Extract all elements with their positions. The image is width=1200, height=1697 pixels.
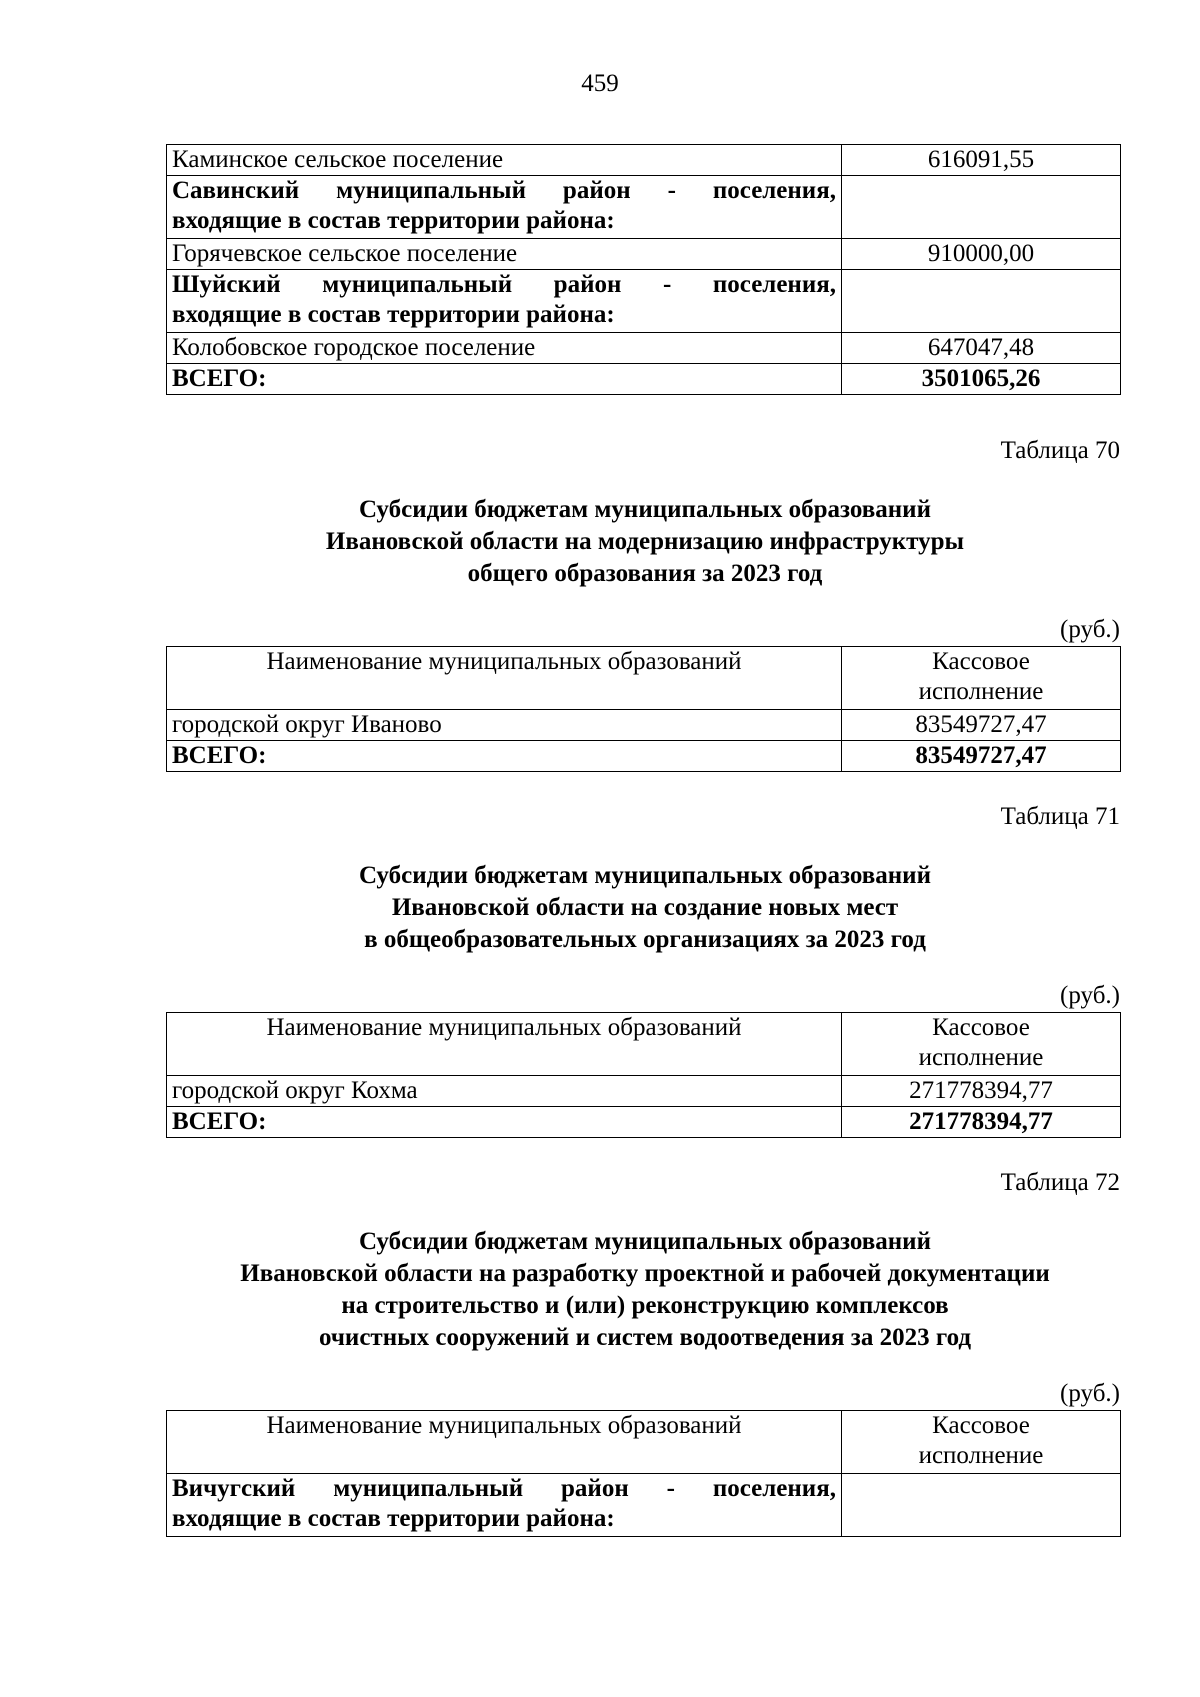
table-72 <box>166 1410 1121 1537</box>
continuation-table <box>166 144 1121 395</box>
caption-line: Ивановской области на создание новых мест <box>391 894 899 921</box>
header-value-line2: исполнение <box>918 1442 1044 1469</box>
header-name: Наименование муниципальных образований <box>167 647 842 710</box>
header-name: Наименование муниципальных образований <box>167 1411 842 1474</box>
caption-line: очистных сооружений и систем водоотведения за 2023 год <box>318 1324 971 1351</box>
row-value: 271778394,77 <box>842 1076 1121 1107</box>
header-value <box>842 1013 1121 1076</box>
header-value <box>842 647 1121 710</box>
table-72-caption <box>0 1226 1200 1354</box>
table-row <box>167 239 1121 270</box>
table-row <box>167 1474 1121 1537</box>
row-value <box>842 270 1121 333</box>
row-value: 83549727,47 <box>842 710 1121 741</box>
table-row <box>167 710 1121 741</box>
row-name: городской округ Иваново <box>167 710 842 741</box>
caption-line: Ивановской области на разработку проектной и рабочей документации <box>240 1260 1050 1287</box>
caption-line: в общеобразовательных организациях за 2023 год <box>364 926 926 953</box>
table-row <box>167 176 1121 239</box>
table-header-row <box>167 647 1121 710</box>
row-name: Горячевское сельское поселение <box>167 239 842 270</box>
table-row <box>167 145 1121 176</box>
row-value: 910000,00 <box>842 239 1121 270</box>
header-value-line2: исполнение <box>918 678 1044 705</box>
row-name: Колобовское городское поселение <box>167 333 842 364</box>
row-value <box>842 176 1121 239</box>
row-name-line1: Вичугский муниципальный район - поселения, <box>172 1475 836 1502</box>
row-name-line2: входящие в состав территории района: <box>172 301 615 328</box>
total-label: ВСЕГО: <box>167 741 842 772</box>
table-71-label: Таблица 71 <box>1000 803 1120 830</box>
total-value: 3501065,26 <box>842 364 1121 395</box>
header-value-line1: Кассовое <box>932 1014 1030 1041</box>
total-value: 271778394,77 <box>842 1107 1121 1138</box>
header-value-line1: Кассовое <box>932 1412 1030 1439</box>
header-value-line1: Кассовое <box>932 648 1030 675</box>
caption-line: общего образования за 2023 год <box>467 560 823 587</box>
total-row <box>167 1107 1121 1138</box>
table-71-unit: (руб.) <box>1060 982 1120 1009</box>
caption-line: Субсидии бюджетам муниципальных образований <box>359 862 931 889</box>
header-value <box>842 1411 1121 1474</box>
total-label: ВСЕГО: <box>167 364 842 395</box>
total-label: ВСЕГО: <box>167 1107 842 1138</box>
caption-line: Ивановской области на модернизацию инфраструктуры <box>325 528 965 555</box>
row-value: 616091,55 <box>842 145 1121 176</box>
row-name-line1: Шуйский муниципальный район - поселения, <box>172 271 836 298</box>
caption-line: Субсидии бюджетам муниципальных образований <box>359 1228 931 1255</box>
table-70-caption <box>0 494 1200 590</box>
table-header-row <box>167 1411 1121 1474</box>
total-value: 83549727,47 <box>842 741 1121 772</box>
row-name: городской округ Кохма <box>167 1076 842 1107</box>
table-71 <box>166 1012 1121 1138</box>
row-value: 647047,48 <box>842 333 1121 364</box>
table-row <box>167 333 1121 364</box>
row-name <box>167 270 842 333</box>
header-name: Наименование муниципальных образований <box>167 1013 842 1076</box>
table-header-row <box>167 1013 1121 1076</box>
table-72-unit: (руб.) <box>1060 1380 1120 1407</box>
table-72-label: Таблица 72 <box>1000 1169 1120 1196</box>
row-name-line1: Савинский муниципальный район - поселения, <box>172 177 836 204</box>
total-row <box>167 741 1121 772</box>
caption-line: на строительство и (или) реконструкцию комплексов <box>341 1292 949 1319</box>
table-71-caption <box>0 860 1200 956</box>
table-row <box>167 1076 1121 1107</box>
total-row <box>167 364 1121 395</box>
header-value-line2: исполнение <box>918 1044 1044 1071</box>
row-name-line2: входящие в состав территории района: <box>172 1505 615 1532</box>
row-name: Каминское сельское поселение <box>167 145 842 176</box>
table-row <box>167 270 1121 333</box>
caption-line: Субсидии бюджетам муниципальных образований <box>359 496 931 523</box>
row-name <box>167 176 842 239</box>
table-70-unit: (руб.) <box>1060 616 1120 643</box>
row-name-line2: входящие в состав территории района: <box>172 207 615 234</box>
page-number: 459 <box>581 70 619 97</box>
table-70-label: Таблица 70 <box>1000 437 1120 464</box>
table-70 <box>166 646 1121 772</box>
row-name <box>167 1474 842 1537</box>
row-value <box>842 1474 1121 1537</box>
